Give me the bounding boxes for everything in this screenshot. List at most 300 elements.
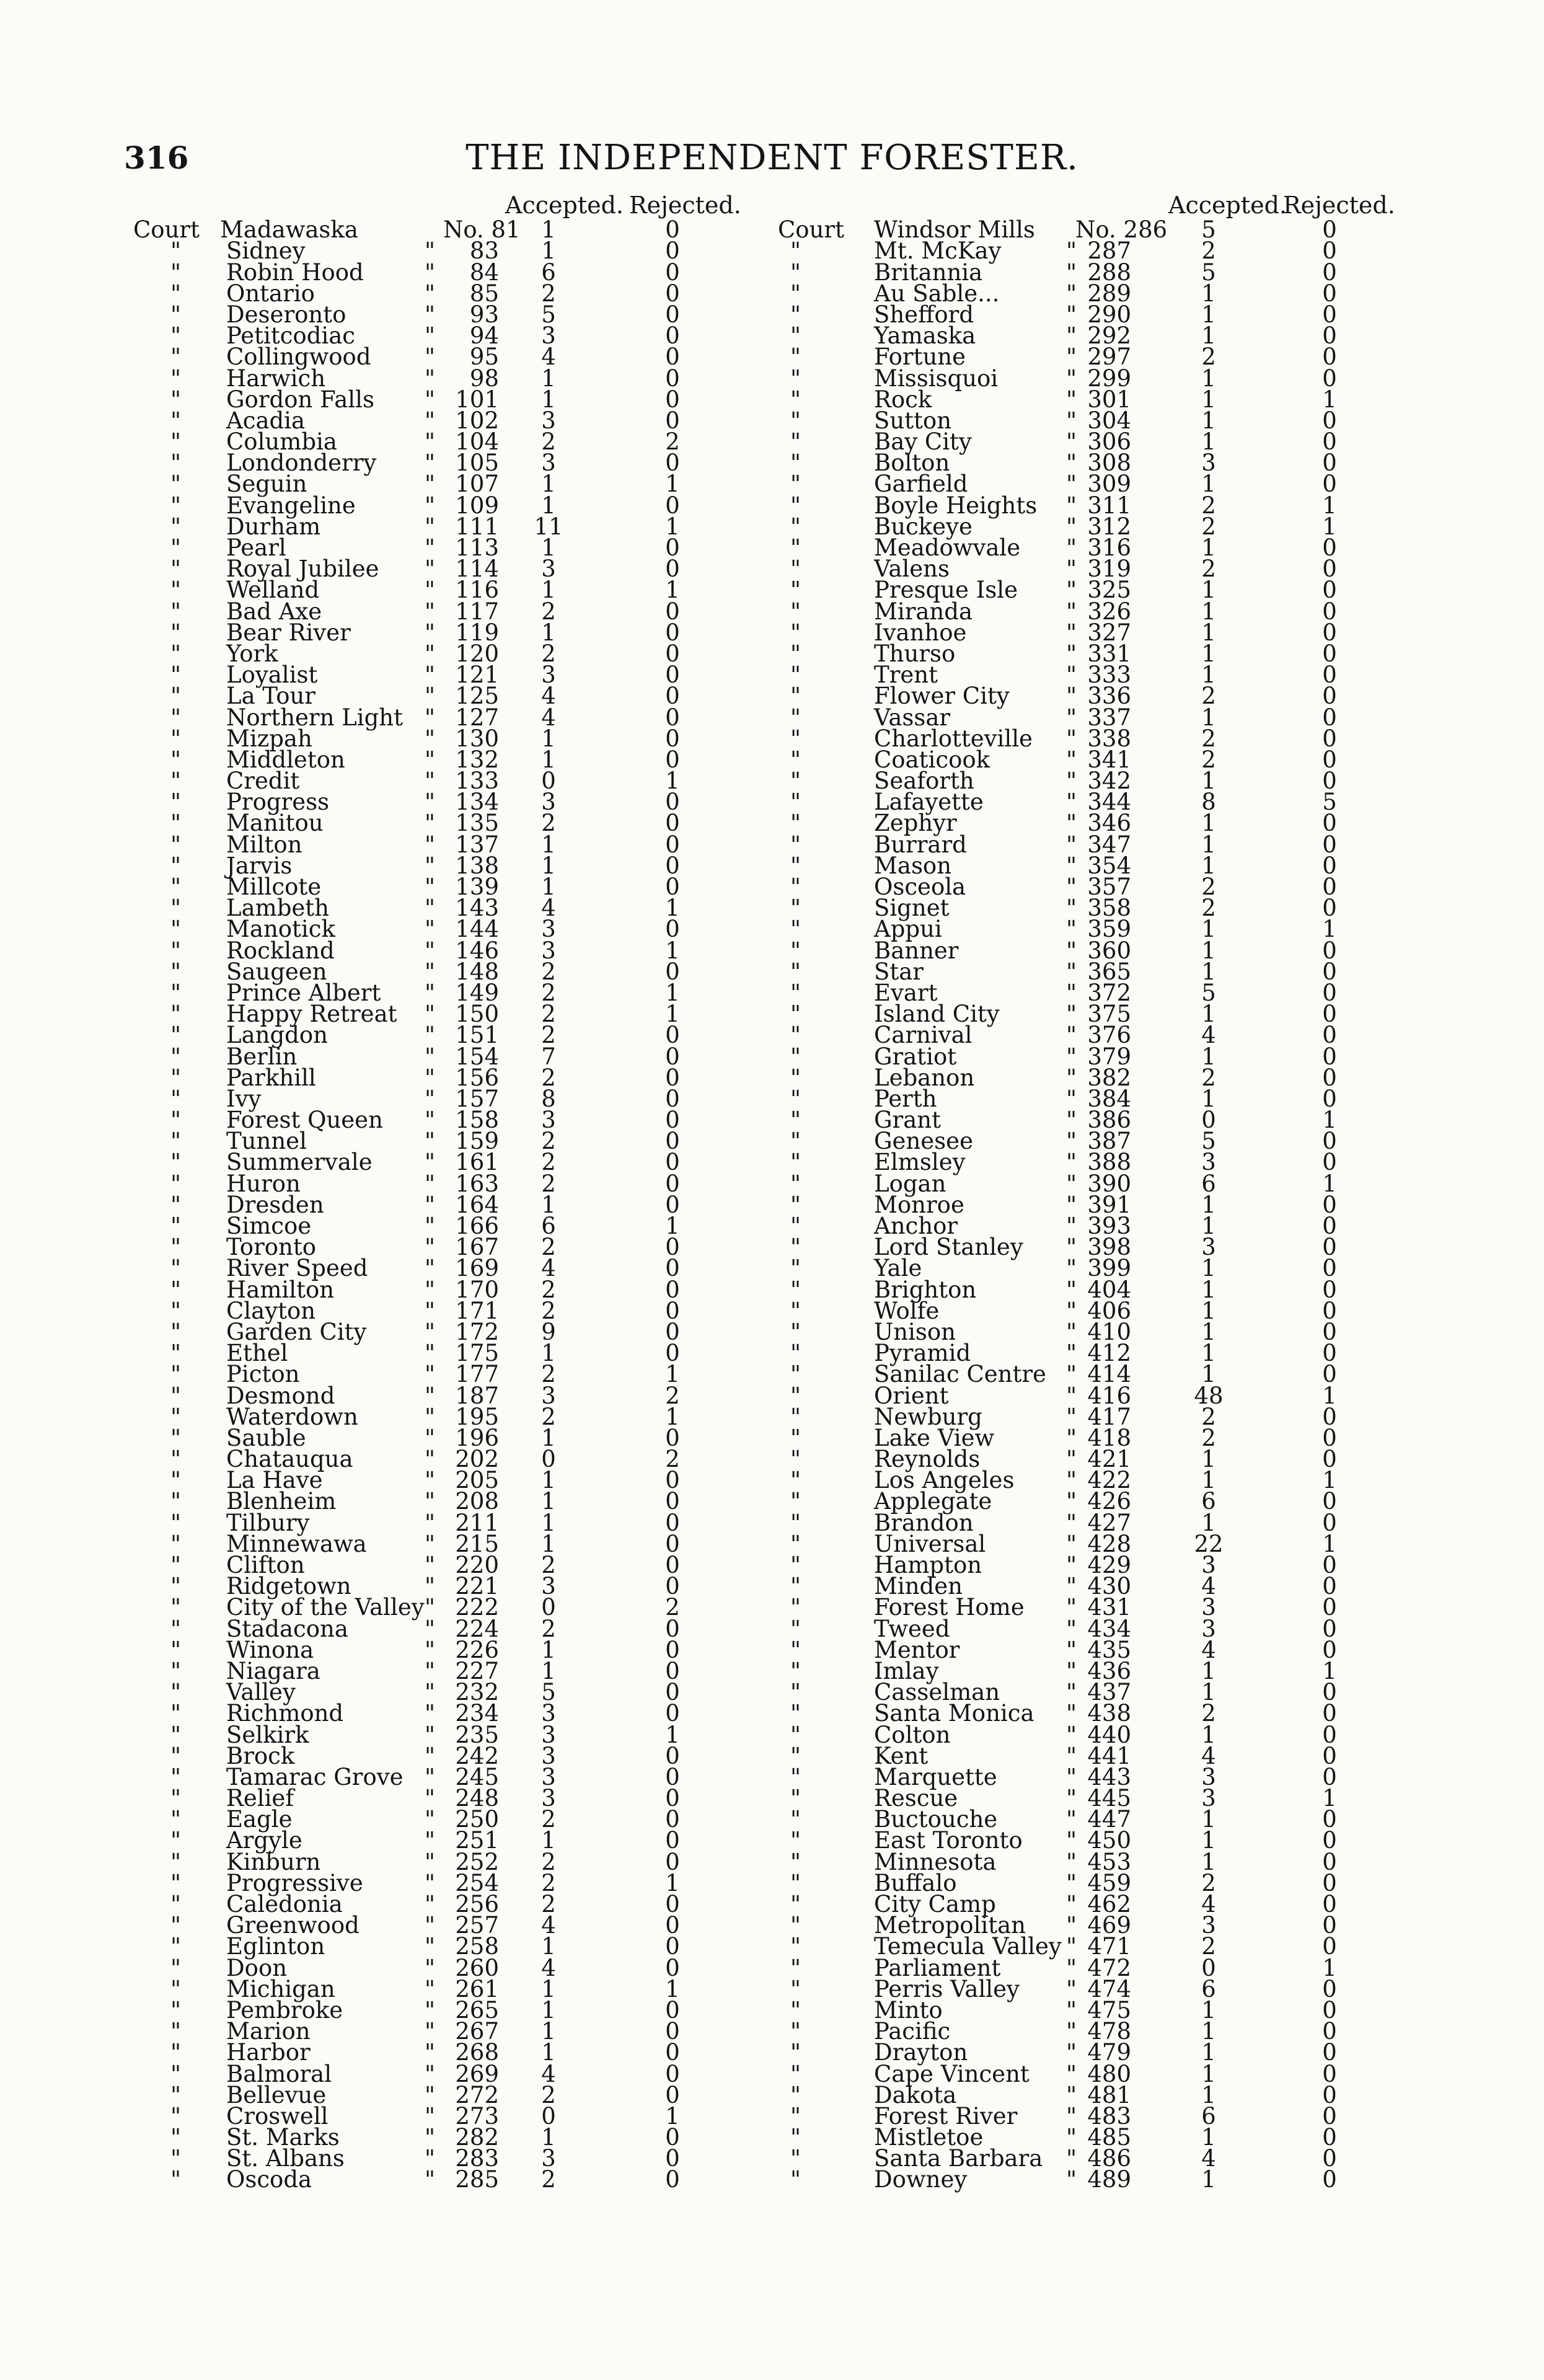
court-name: Reynolds (874, 1446, 981, 1473)
court-number: 121 (455, 661, 499, 689)
court-number: 267 (455, 2018, 499, 2045)
court-name: Kent (874, 1742, 929, 1769)
rejected-count: 0 (665, 831, 680, 858)
court-number: 169 (455, 1255, 499, 1282)
court-label: " (170, 619, 182, 646)
rejected-count: 0 (665, 2060, 680, 2087)
court-number: 387 (1087, 1128, 1131, 1155)
accepted-count: 2 (541, 2166, 556, 2193)
rejected-count: 0 (1322, 280, 1337, 307)
court-label: " (170, 1891, 182, 1918)
court-name: Signet (874, 895, 950, 922)
court-name: Osceola (874, 874, 966, 900)
accepted-count: 3 (1201, 1763, 1216, 1790)
rejected-count: 0 (665, 810, 680, 837)
ditto-mark: " (1066, 1403, 1077, 1430)
rejected-count: 0 (665, 555, 680, 583)
court-name: Burrard (874, 831, 967, 858)
accepted-count: 1 (1201, 1446, 1216, 1473)
court-label: " (170, 789, 182, 816)
court-label: " (170, 1785, 182, 1812)
court-label: " (790, 1615, 801, 1642)
court-name: Zephyr (874, 810, 957, 837)
court-number: 376 (1087, 1022, 1131, 1049)
court-name: Perth (874, 1085, 937, 1112)
court-number: 211 (455, 1509, 499, 1536)
accepted-count: 3 (541, 1700, 556, 1727)
accepted-count: 3 (541, 1107, 556, 1134)
court-label: " (790, 789, 801, 816)
accepted-count: 1 (1201, 1276, 1216, 1303)
accepted-count: 4 (541, 1954, 556, 1981)
court-number: 382 (1087, 1064, 1131, 1091)
rejected-count: 0 (665, 1615, 680, 1642)
court-name: Eglinton (226, 1933, 325, 1960)
ditto-mark: " (425, 365, 436, 392)
court-name: Yamaska (874, 322, 976, 350)
court-name: Welland (226, 577, 320, 604)
rejected-header: Rejected. (1283, 192, 1395, 219)
ditto-mark: " (425, 1488, 436, 1515)
court-number: 94 (469, 322, 499, 350)
court-number: 445 (1087, 1785, 1131, 1812)
court-name: Buctouche (874, 1806, 998, 1833)
court-number: 416 (1087, 1382, 1131, 1409)
accepted-count: 1 (1201, 1001, 1216, 1028)
ditto-mark: " (425, 1891, 436, 1918)
accepted-count: 1 (541, 2039, 556, 2066)
ditto-mark: " (425, 1869, 436, 1896)
rejected-count: 0 (1322, 365, 1337, 392)
ditto-mark: " (425, 259, 436, 286)
ditto-mark: " (425, 1213, 436, 1239)
rejected-count: 0 (1322, 746, 1337, 773)
court-name: Sauble (226, 1424, 306, 1451)
court-label: " (170, 2018, 182, 2045)
court-label: " (790, 598, 801, 625)
ditto-mark: " (1066, 1107, 1077, 1134)
court-number: 187 (455, 1382, 499, 1409)
accepted-count: 3 (1201, 1912, 1216, 1939)
court-label: " (170, 1721, 182, 1748)
ditto-mark: " (425, 237, 436, 265)
ditto-mark: " (425, 407, 436, 434)
court-name: Appui (874, 916, 942, 943)
rejected-count: 0 (1322, 1149, 1337, 1176)
rejected-count: 0 (665, 1996, 680, 2024)
rejected-count: 0 (1322, 874, 1337, 900)
accepted-count: 2 (1201, 1064, 1216, 1091)
court-name: Ethel (226, 1340, 288, 1367)
ditto-mark: " (1066, 1255, 1077, 1282)
court-number: 462 (1087, 1891, 1131, 1918)
court-label: " (790, 640, 801, 667)
ditto-mark: " (1066, 492, 1077, 519)
court-name: Santa Barbara (874, 2145, 1043, 2172)
court-label: " (170, 683, 182, 710)
court-label: " (170, 1488, 182, 1515)
court-number: 297 (1087, 343, 1131, 371)
court-name: Madawaska (220, 216, 358, 244)
ditto-mark: " (1066, 1827, 1077, 1854)
accepted-count: 1 (1201, 1255, 1216, 1282)
court-number: 347 (1087, 831, 1131, 858)
court-name: Flower City (874, 683, 1010, 710)
court-label: " (170, 2060, 182, 2087)
ditto-mark: " (425, 2039, 436, 2066)
ditto-mark: " (425, 1064, 436, 1091)
accepted-count: 1 (541, 2018, 556, 2045)
accepted-count: 2 (1201, 1424, 1216, 1451)
court-name: Summervale (226, 1149, 373, 1176)
court-name: Bolton (874, 449, 950, 477)
ditto-mark: " (1066, 768, 1077, 795)
court-name: Balmoral (226, 2060, 332, 2087)
accepted-count: 1 (1201, 1996, 1216, 2024)
court-number: 486 (1087, 2145, 1131, 2172)
accepted-count: 1 (1201, 661, 1216, 689)
court-label: " (170, 365, 182, 392)
court-name: Manitou (226, 810, 324, 837)
court-label: " (170, 1594, 182, 1621)
court-number: 158 (455, 1107, 499, 1134)
court-label: " (790, 428, 801, 456)
court-name: Pyramid (874, 1340, 971, 1367)
accepted-count: 3 (1201, 1594, 1216, 1621)
court-name: Waterdown (226, 1403, 358, 1430)
court-number: 151 (455, 1022, 499, 1049)
rejected-count: 0 (1322, 1996, 1337, 2024)
court-number: 146 (455, 937, 499, 964)
court-label: " (790, 322, 801, 350)
court-name: Credit (226, 768, 300, 795)
rejected-count: 0 (1322, 1573, 1337, 1600)
court-label: " (790, 1891, 801, 1918)
court-label: " (170, 2166, 182, 2193)
rejected-count: 1 (665, 513, 680, 540)
rejected-count: 1 (1322, 1954, 1337, 1981)
accepted-count: 3 (541, 1785, 556, 1812)
court-name: Hamilton (226, 1276, 335, 1303)
ditto-mark: " (425, 2081, 436, 2108)
rejected-count: 0 (1322, 407, 1337, 434)
court-name: Charlotteville (874, 725, 1033, 752)
court-number: 273 (455, 2102, 499, 2130)
accepted-count: 4 (541, 1912, 556, 1939)
court-label: " (170, 280, 182, 307)
court-number: 137 (455, 831, 499, 858)
rejected-count: 0 (1322, 1022, 1337, 1049)
court-label: " (170, 725, 182, 752)
ditto-mark: " (425, 1403, 436, 1430)
court-name: Minto (874, 1996, 943, 2024)
court-label: " (170, 1191, 182, 1218)
court-name: Royal Jubilee (226, 555, 379, 583)
accepted-count: 1 (1201, 1467, 1216, 1494)
rejected-count: 0 (665, 1043, 680, 1070)
court-number: 447 (1087, 1806, 1131, 1833)
ditto-mark: " (1066, 1382, 1077, 1409)
court-number: 410 (1087, 1318, 1131, 1345)
rejected-count: 0 (1322, 301, 1337, 328)
court-name: Relief (226, 1785, 294, 1812)
court-label: " (790, 1361, 801, 1388)
accepted-count: 1 (541, 1191, 556, 1218)
court-name: Collingwood (226, 343, 371, 371)
accepted-count: 1 (541, 725, 556, 752)
rejected-count: 0 (665, 386, 680, 413)
ditto-mark: " (1066, 237, 1077, 265)
court-name: St. Albans (226, 2145, 345, 2172)
ditto-mark: " (425, 2124, 436, 2151)
accepted-count: 2 (541, 1234, 556, 1261)
rejected-count: 0 (665, 958, 680, 985)
accepted-count: 1 (1201, 1191, 1216, 1218)
court-name: Tweed (874, 1615, 950, 1642)
court-number: 327 (1087, 619, 1131, 646)
rejected-count: 0 (1322, 1255, 1337, 1282)
ditto-mark: " (425, 937, 436, 964)
court-label: " (790, 1594, 801, 1621)
court-number: 289 (1087, 280, 1131, 307)
court-name: Marquette (874, 1763, 997, 1790)
rejected-count: 0 (1322, 725, 1337, 752)
rejected-count: 2 (665, 428, 680, 456)
accepted-count: 6 (1201, 2102, 1216, 2130)
court-number: 372 (1087, 979, 1131, 1006)
court-name: Valens (874, 555, 950, 583)
court-number: 485 (1087, 2124, 1131, 2151)
ditto-mark: " (425, 1912, 436, 1939)
court-label: " (170, 704, 182, 731)
court-number: 154 (455, 1043, 499, 1070)
ditto-mark: " (1066, 301, 1077, 328)
accepted-count: 2 (541, 1806, 556, 1833)
court-name: Lebanon (874, 1064, 975, 1091)
court-number: 222 (455, 1594, 499, 1621)
accepted-count: 4 (1201, 2145, 1216, 2172)
court-name: Harwich (226, 365, 326, 392)
accepted-count: 1 (1201, 1318, 1216, 1345)
rejected-count: 1 (665, 1361, 680, 1388)
court-number: 254 (455, 1869, 499, 1896)
court-number: 130 (455, 725, 499, 752)
court-number: 208 (455, 1488, 499, 1515)
ditto-mark: " (1066, 428, 1077, 456)
court-name: City of the Valley (226, 1594, 425, 1621)
accepted-count: 6 (541, 259, 556, 286)
rejected-count: 0 (1322, 1615, 1337, 1642)
rejected-count: 0 (1322, 216, 1337, 244)
court-number: 287 (1087, 237, 1131, 265)
court-name: Santa Monica (874, 1700, 1034, 1727)
accepted-count: 3 (541, 322, 556, 350)
ditto-mark: " (425, 1657, 436, 1684)
court-number: 386 (1087, 1107, 1131, 1134)
court-name: Pacific (874, 2018, 951, 2045)
court-label: " (790, 979, 801, 1006)
ditto-mark: " (1066, 2018, 1077, 2045)
accepted-count: 3 (1201, 1234, 1216, 1261)
court-label: " (170, 1636, 182, 1663)
accepted-count: 2 (1201, 1403, 1216, 1430)
rejected-count: 0 (1322, 1043, 1337, 1070)
rejected-count: 0 (665, 1848, 680, 1875)
accepted-count: 1 (1201, 640, 1216, 667)
court-label: " (790, 534, 801, 561)
court-number: 220 (455, 1552, 499, 1578)
court-name: Stadacona (226, 1615, 348, 1642)
court-label: " (170, 386, 182, 413)
rejected-count: 0 (1322, 598, 1337, 625)
court-number: 437 (1087, 1679, 1131, 1706)
ditto-mark: " (1066, 1912, 1077, 1939)
ditto-mark: " (425, 725, 436, 752)
court-number: 431 (1087, 1594, 1131, 1621)
court-name: Parkhill (226, 1064, 316, 1091)
court-name: Thurso (874, 640, 956, 667)
court-name: Millcote (226, 874, 322, 900)
court-label: " (790, 1679, 801, 1706)
court-name: Metropolitan (874, 1912, 1026, 1939)
rejected-count: 0 (1322, 534, 1337, 561)
accepted-count: 1 (1201, 916, 1216, 943)
rejected-count: 0 (665, 746, 680, 773)
accepted-count: 1 (1201, 958, 1216, 985)
accepted-count: 0 (1201, 1954, 1216, 1981)
rejected-count: 1 (665, 1403, 680, 1430)
court-name: Mistletoe (874, 2124, 984, 2151)
court-label: " (790, 704, 801, 731)
accepted-count: 2 (541, 979, 556, 1006)
rejected-count: 1 (665, 1869, 680, 1896)
rejected-count: 0 (665, 1636, 680, 1663)
rejected-count: 0 (665, 534, 680, 561)
court-number: 299 (1087, 365, 1131, 392)
accepted-count: 1 (1201, 1721, 1216, 1748)
court-name: Imlay (874, 1657, 939, 1684)
court-label: " (790, 916, 801, 943)
accepted-count: 2 (541, 1022, 556, 1049)
court-number: 221 (455, 1573, 499, 1600)
ditto-mark: " (1066, 1191, 1077, 1218)
rejected-count: 0 (1322, 810, 1337, 837)
ditto-mark: " (425, 1827, 436, 1854)
accepted-count: 4 (541, 895, 556, 922)
court-number: 379 (1087, 1043, 1131, 1070)
court-number: 111 (455, 513, 499, 540)
court-number: 196 (455, 1424, 499, 1451)
rejected-count: 0 (1322, 1064, 1337, 1091)
rejected-count: 0 (1322, 449, 1337, 477)
accepted-count: 2 (541, 1128, 556, 1155)
ditto-mark: " (425, 683, 436, 710)
accepted-count: 1 (541, 1827, 556, 1854)
court-name: Garfield (874, 471, 968, 498)
accepted-count: 1 (1201, 1509, 1216, 1536)
court-number: 157 (455, 1085, 499, 1112)
court-label: " (790, 1806, 801, 1833)
court-label: " (170, 916, 182, 943)
accepted-count: 2 (1201, 237, 1216, 265)
rejected-count: 0 (1322, 237, 1337, 265)
accepted-count: 2 (541, 2081, 556, 2108)
court-label: " (790, 2018, 801, 2045)
court-number: 290 (1087, 301, 1131, 328)
court-label: " (170, 1446, 182, 1473)
ditto-mark: " (1066, 1509, 1077, 1536)
rejected-count: 0 (1322, 1933, 1337, 1960)
court-number: 175 (455, 1340, 499, 1367)
accepted-count: 1 (1201, 852, 1216, 879)
court-name: Acadia (226, 407, 306, 434)
rejected-count: 0 (665, 407, 680, 434)
court-number: 132 (455, 746, 499, 773)
rejected-count: 1 (665, 937, 680, 964)
accepted-count: 0 (541, 2102, 556, 2130)
court-number: 418 (1087, 1424, 1131, 1451)
accepted-count: 2 (1201, 725, 1216, 752)
court-number: 304 (1087, 407, 1131, 434)
ditto-mark: " (425, 1636, 436, 1663)
accepted-count: 4 (541, 1255, 556, 1282)
rejected-count: 1 (1322, 1467, 1337, 1494)
accepted-count: 1 (1201, 1657, 1216, 1684)
court-label: " (790, 1149, 801, 1176)
ditto-mark: " (425, 449, 436, 477)
court-number: 163 (455, 1170, 499, 1197)
court-name: Mt. McKay (874, 237, 1002, 265)
court-label: " (170, 1128, 182, 1155)
accepted-count: 1 (1201, 471, 1216, 498)
court-number: 450 (1087, 1827, 1131, 1854)
court-number: 226 (455, 1636, 499, 1663)
court-name: Winona (226, 1636, 314, 1663)
rejected-count: 0 (1322, 1742, 1337, 1769)
court-label: " (790, 2145, 801, 2172)
court-number: 375 (1087, 1001, 1131, 1028)
court-number: 342 (1087, 768, 1131, 795)
accepted-count: 3 (541, 1763, 556, 1790)
ditto-mark: " (1066, 259, 1077, 286)
ditto-mark: " (1066, 407, 1077, 434)
accepted-count: 3 (1201, 1785, 1216, 1812)
accepted-count: 2 (1201, 1869, 1216, 1896)
court-number: 215 (455, 1530, 499, 1557)
accepted-count: 4 (1201, 1891, 1216, 1918)
rejected-count: 0 (665, 1679, 680, 1706)
court-number: 333 (1087, 661, 1131, 689)
court-name: Doon (226, 1954, 288, 1981)
accepted-count: 3 (541, 1742, 556, 1769)
ditto-mark: " (1066, 1424, 1077, 1451)
rejected-count: 0 (665, 365, 680, 392)
ditto-mark: " (1066, 1615, 1077, 1642)
court-name: Cape Vincent (874, 2060, 1030, 2087)
court-label: " (790, 555, 801, 583)
accepted-count: 1 (541, 471, 556, 498)
court-label: " (790, 471, 801, 498)
court-label: " (170, 1234, 182, 1261)
accepted-count: 1 (541, 1975, 556, 2002)
ditto-mark: " (1066, 577, 1077, 604)
accepted-count: 1 (541, 746, 556, 773)
court-number: 359 (1087, 916, 1131, 943)
rejected-count: 0 (1322, 428, 1337, 456)
ditto-mark: " (1066, 513, 1077, 540)
court-number: 471 (1087, 1933, 1131, 1960)
court-label: " (170, 1001, 182, 1028)
